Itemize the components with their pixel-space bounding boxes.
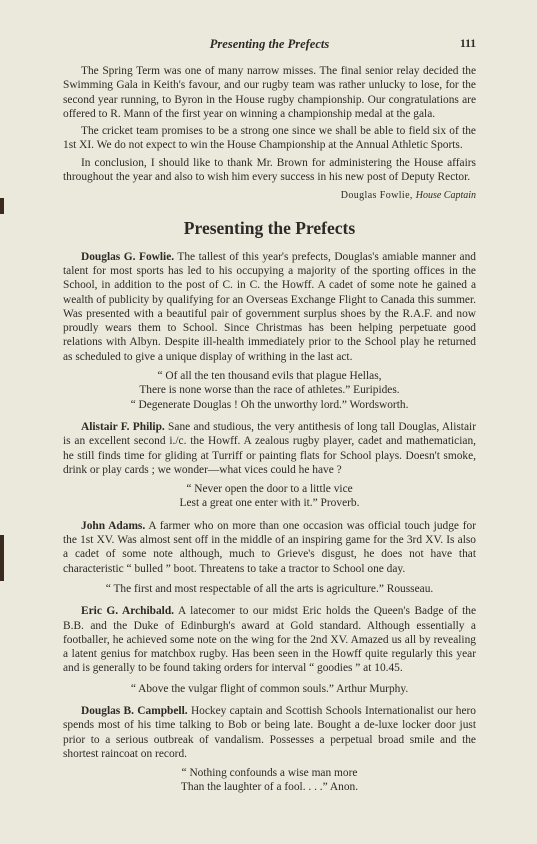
prefect-entry: [63, 519, 476, 576]
running-head: [63, 37, 476, 55]
prefect-quote: [63, 582, 476, 596]
running-head-title: Presenting the Prefects: [209, 37, 330, 51]
prefect-quote: [63, 369, 476, 412]
prefect-name: Eric G. Archibald.: [81, 605, 175, 618]
quote-line: “ Nothing confounds a wise man more: [181, 767, 358, 780]
prefect-description: A farmer who on more than one occasion was official touch judge for the 1st XV. Was almost sent off in the middle of an inspiring game for the 3rd XV. Is also a cadet of some note although, much to Grieve's disgust, he does not have that characteristic “ bulled ” boot. Threatens to take a tractor to School one day.: [63, 519, 477, 575]
prefect-name: John Adams.: [81, 519, 146, 532]
quote-line: “ Of all the ten thousand evils that plague Hellas,: [157, 370, 382, 383]
intro-paragraph: The cricket team promises to be a strong one since we shall be able to field six of the 1st XI. We do not expect to win the House Championship at the Annual Athletic Sports.: [63, 125, 476, 152]
quote-line: “ Above the vulgar flight of common souls.” Arthur Murphy.: [130, 682, 409, 695]
prefect-quote: [63, 682, 476, 696]
page-number: 111: [460, 38, 476, 50]
quote-line: There is none worse than the race of athletes.” Euripides.: [139, 384, 400, 397]
intro-paragraph: In conclusion, I should like to thank Mr. Brown for administering the House affairs throughout the year and also to wish him every success in his new post of Deputy Rector.: [63, 156, 476, 184]
section-title: Presenting the Prefects: [183, 217, 356, 238]
quote-line: “ Degenerate Douglas ! Oh the unworthy lord.” Wordsworth.: [130, 398, 409, 411]
binding-mark-bottom: [0, 535, 4, 581]
prefect-description: A latecomer to our midst Eric holds the Queen's Badge of the B.B. and the Duke of Edinburgh's award at Gold standard. Although essentially a footballer, he achieved some note on the wing for the 2nd XV. Amazed us all by revealing a latent genius for matchbox rugby. Has been seen in the Howff quite regularly this year and is generally to be found taking orders for interval “ goodies ” at 10.45.: [63, 605, 477, 675]
prefect-name: Alistair F. Philip.: [81, 420, 165, 433]
signature-role: House Captain: [415, 190, 476, 202]
signature-name: Douglas Fowlie,: [340, 190, 413, 202]
prefect-entry: [63, 704, 476, 761]
prefect-entry: [63, 604, 476, 675]
prefect-name: Douglas G. Fowlie.: [81, 250, 175, 263]
prefect-entry: [63, 250, 476, 364]
prefect-quote: [63, 482, 476, 511]
quote-line: Than the laughter of a fool. . . .” Anon.: [180, 781, 359, 794]
prefect-quote: [63, 766, 476, 795]
binding-mark-top: [0, 198, 4, 214]
prefect-entry: [63, 420, 476, 477]
prefect-description: Sane and studious, the very antithesis of long tall Douglas, Alistair is an excellent second i./c. the Howff. A zealous rugby player, cadet and mathematician, he still finds time for gliding at Turriff or painting flats for School plays. Doesn't smoke, drink or play cards ; we wonder—what vices could he have ?: [63, 420, 476, 476]
prefect-description: The tallest of this year's prefects, Douglas's amiable manner and talent for most sports has led to his occupying a majority of the sporting offices in the School, in addition to the post of C. in C. the Howff. A cadet of some note he gained a wealth of publicity by qualifying for an Overseas Exchange Flight to Canada this summer. Was presented with a beautiful pair of government surplus shoes by the R.A.F. and now proudly wears them to School. Since Christmas has been helping perpetuate good relations with Albyn. Despite ill-health immediately prior to the School play he returned as scheduled to give a unique display of writhing in the last act.: [63, 250, 476, 363]
prefect-name: Douglas B. Campbell.: [81, 704, 188, 717]
quote-line: “ The first and most respectable of all the arts is agriculture.” Rousseau.: [105, 582, 434, 595]
intro-paragraph: The Spring Term was one of many narrow misses. The final senior relay decided the Swimming Gala in Keith's favour, and our rugby team was rather unlucky to lose, for the second year running, to Byron in the House rugby championship. Our congratulations are offered to R. Mann of the first year on winning a championship medal at the gala.: [63, 65, 476, 120]
signature: [63, 189, 476, 203]
quote-line: Lest a great one enter with it.” Proverb.: [179, 497, 360, 510]
prefect-description: Hockey captain and Scottish Schools Internationalist our hero spends most of his time talking to Bob or being late. Bought a de-luxe locker door just prior to a serious outbreak of vandalism. Possesses a perpetual broad smile and the shortest raincoat on record.: [63, 704, 476, 760]
quote-line: “ Never open the door to a little vice: [186, 483, 353, 496]
